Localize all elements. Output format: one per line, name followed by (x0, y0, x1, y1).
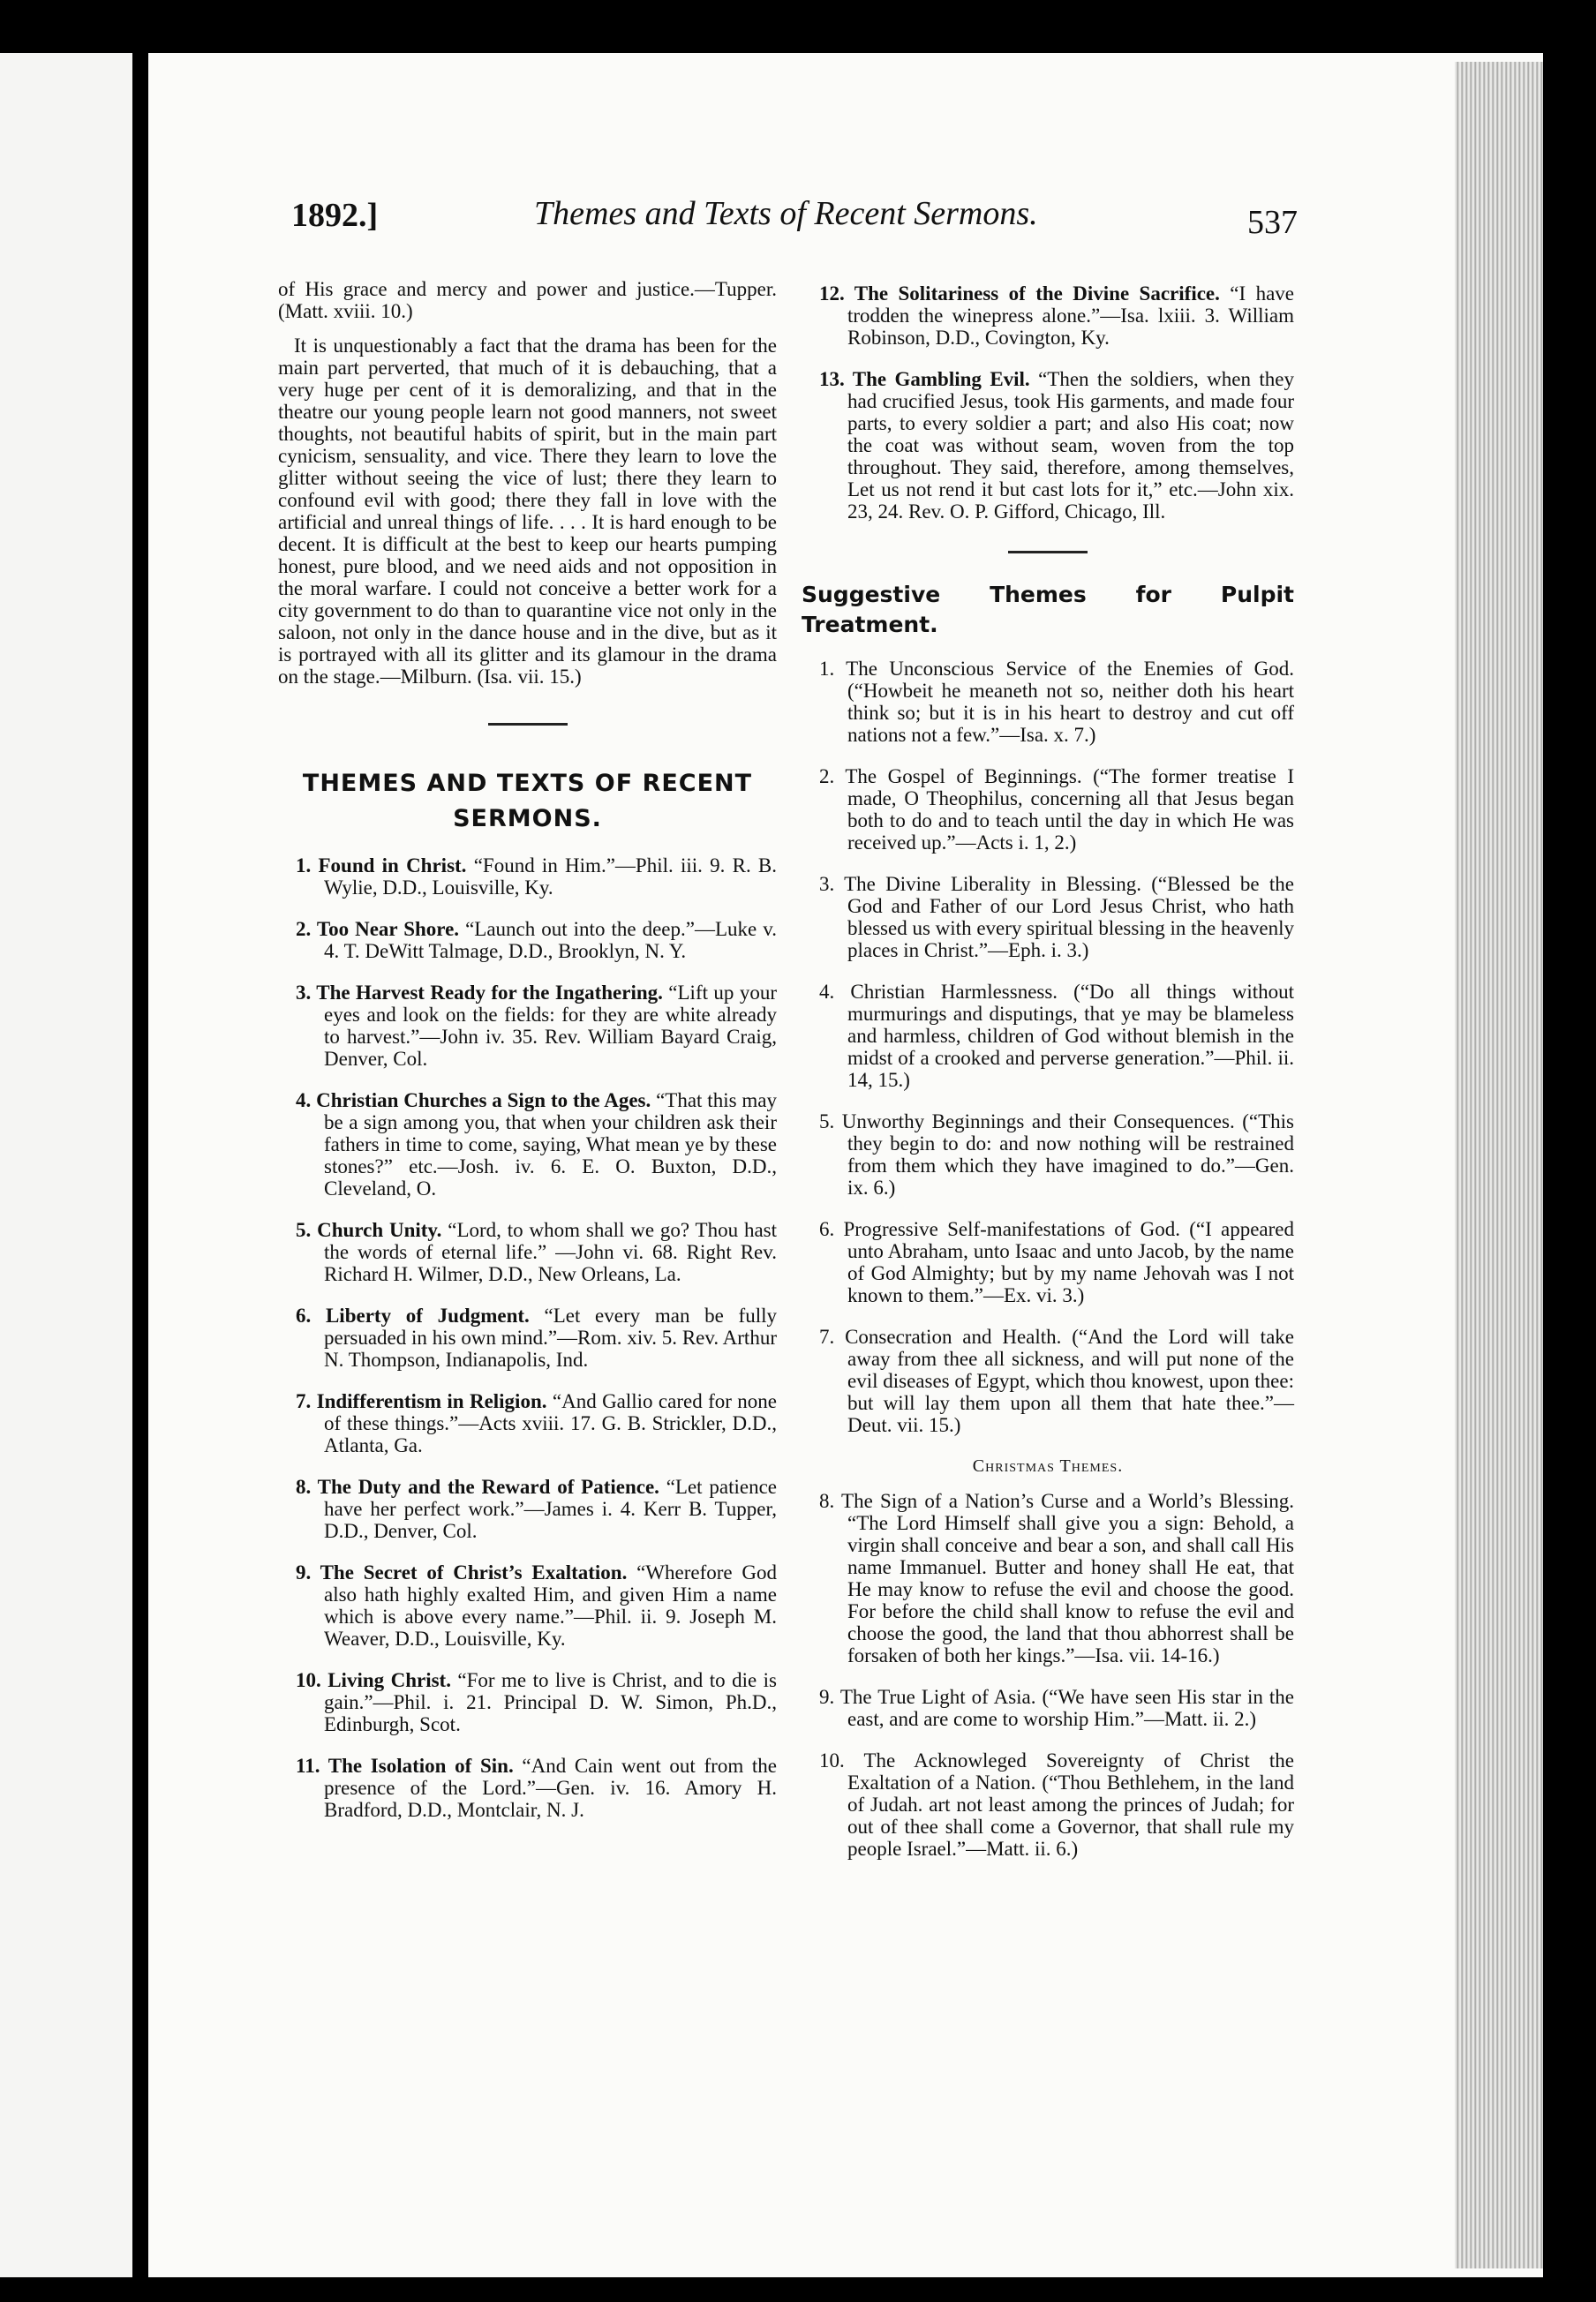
item-number: 2. (819, 765, 846, 787)
item-topic: Church Unity. (317, 1219, 448, 1241)
item-text: “Found in Him.”—Phil. iii. 9. R. B. Wylie, D.D., Louisville, Ky. (324, 854, 778, 899)
item-topic: Indifferentism in Religion. (316, 1390, 553, 1412)
item-topic: The Harvest Ready for the Ingathering. (316, 982, 669, 1004)
item-text: Unworthy Beginnings and their Consequences. (“This they begin to do: and now nothing will be restrained from them which they have imagined to do.”—Gen. ix. 6.) (841, 1110, 1294, 1199)
page-stack-edge (1455, 62, 1543, 2268)
item-text: “And Cain went out from the presence of the Lord.”—Gen. iv. 16. Amory H. Bradford, D.D., Montclair, N. J. (324, 1755, 777, 1821)
list-item (802, 1110, 1294, 1199)
item-text: “And Gallio cared for none of these things.”—Acts xviii. 17. G. B. Strickler, D.D., Atlanta, Ga. (324, 1390, 777, 1456)
section-title-suggestive: Suggestive Themes for Pulpit Treatment. (802, 582, 1294, 637)
item-number: 2. (296, 918, 317, 940)
item-number: 6. (819, 1218, 844, 1240)
list-item (278, 918, 777, 962)
item-topic: The Gambling Evil. (852, 368, 1039, 390)
item-text: “I have trodden the winepress alone.”—Isa. lxiii. 3. William Robinson, D.D., Covington, Ky. (847, 282, 1294, 349)
item-text: “Wherefore God also hath highly exalted Him, and given Him a name which is above every name.”—Phil. ii. 9. Joseph M. Weaver, D.D., Louisville, Ky. (324, 1561, 777, 1650)
item-number: 4. (296, 1089, 317, 1111)
header-year: 1892.] (291, 197, 379, 234)
left-column (278, 278, 777, 1840)
list-item (278, 982, 777, 1070)
item-number: 1. (819, 658, 847, 680)
item-topic: Liberty of Judgment. (325, 1305, 545, 1327)
list-item (802, 1686, 1294, 1730)
suggestive-list (802, 658, 1294, 1436)
item-text: “Then the soldiers, when they had crucified Jesus, took His garments, and made four parts, to every soldier a part; and also His coat; now the coat was without seam, woven from the top throughout. They said, therefore, among themselves, Let us not rend it but cast lots for it,” etc.—John xix. 23, 24. Rev. O. P. Gifford, Chicago, Ill. (847, 368, 1294, 523)
item-text: The Unconscious Service of the Enemies of God. (“Howbeit he meaneth not so, neither doth his heart think so; but it is in his heart to destroy and cut off nations not a few.”—Isa. x. 7.) (846, 658, 1294, 746)
item-text: The Divine Liberality in Blessing. (“Blessed be the God and Father of our Lord Jesus Christ, who hath blessed us with every spiritual blessing in the heavenly places in Christ.”—Eph. i. 3.) (844, 873, 1294, 961)
list-item (278, 854, 777, 899)
running-header (291, 185, 1298, 265)
divider-rule (1008, 551, 1088, 553)
item-number: 11. (296, 1755, 328, 1777)
list-item (802, 658, 1294, 746)
item-number: 9. (296, 1561, 320, 1584)
item-number: 4. (819, 981, 851, 1003)
running-title: Themes and Texts of Recent Sermons. (534, 195, 1038, 232)
divider-rule (488, 723, 568, 726)
item-text: “Let patience have her perfect work.”—James i. 4. Kerr B. Tupper, D.D., Denver, Col. (324, 1476, 777, 1542)
item-text: The Gospel of Beginnings. (“The former treatise I made, O Theophilus, concerning all that Jesus began both to do and to teach until the day in which He was received up.”—Acts i. 1, 2.) (845, 765, 1294, 854)
list-item (278, 1305, 777, 1371)
paragraph-drama: It is unquestionably a fact that the drama has been for the main part perverted, that much of it is debauching, that a very huge per cent of it is demoralizing, and that in the theatre our young people learn not good manners, not sweet thoughts, not beautiful habits of spirit, but in the main part cynicism, sensuality, and vice. There they learn to love the glitter without seeing the vice of lust; there they learn to confound evil with good; there they fall in love with the artificial and unreal things of life. . . . It is hard enough to be decent. It is difficult at the best to keep our hearts pumping honest, pure blood, and we need aids and not opposition in the moral warfare. I could not conceive a better work for a city government to do than to quarantine vice not only in the saloon, not only in the dance house and in the dive, but as it is portrayed with all its glitter and its glamour in the drama on the stage.—Milburn. (Isa. vii. 15.) (278, 335, 777, 688)
item-text: The Acknowleged Sovereignty of Christ the Exaltation of a Nation. (“Thou Bethlehem, in the land of Judah. art not least among the princes of Judah; for out of thee shall come a Governor, that shall rule my people Israel.”—Matt. ii. 6.) (847, 1749, 1294, 1860)
item-topic: The Solitariness of the Divine Sacrifice. (854, 282, 1231, 305)
item-topic: The Isolation of Sin. (327, 1755, 523, 1777)
page-number: 537 (1247, 204, 1298, 241)
item-text: “For me to live is Christ, and to die is gain.”—Phil. i. 21. Principal D. W. Simon, Ph.D., Edinburgh, Scot. (324, 1669, 778, 1735)
continuation-text: of His grace and mercy and power and justice.—Tupper. (Matt. xviii. 10.) (278, 278, 777, 322)
item-text: Progressive Self-manifestations of God. (“I appeared unto Abraham, unto Isaac and unto Jacob, by the name of God Almighty; but by my name Jehovah was I not known to them.”—Ex. vi. 3.) (843, 1218, 1295, 1306)
list-item (802, 873, 1294, 961)
list-item (278, 1669, 777, 1735)
item-topic: Christian Churches a Sign to the Ages. (316, 1089, 657, 1111)
list-item (802, 981, 1294, 1091)
themes-list-continued (802, 282, 1294, 523)
right-column (802, 282, 1294, 1879)
item-topic: Too Near Shore. (316, 918, 466, 940)
themes-list (278, 854, 777, 1821)
item-text: Christian Harmlessness. (“Do all things without murmurings and disputings, that ye may be blameless and harmless, children of God without blemish in the midst of a crooked and perverse generation.”—Phil. ii. 14, 15.) (847, 981, 1294, 1091)
item-number: 7. (819, 1326, 846, 1348)
item-text: The Sign of a Nation’s Curse and a World’s Blessing. “The Lord Himself shall give you a sign: Behold, a virgin shall conceive and bear a son, and shall call His name Immanuel. Butter and honey shall He eat, that He may know to refuse the evil and choose the good. For before the child shall know to refuse the evil and choose the good, the land that thou abhorrest shall be forsaken of both her kings.”—Isa. vii. 14-16.) (841, 1490, 1294, 1666)
item-number: 5. (819, 1110, 842, 1132)
list-item (802, 1749, 1294, 1860)
item-number: 9. (819, 1686, 840, 1708)
item-number: 13. (819, 368, 853, 390)
section-title-themes: THEMES AND TEXTS OF RECENT SERMONS. (302, 770, 753, 832)
list-item (278, 1755, 777, 1821)
list-item (802, 765, 1294, 854)
item-number: 3. (296, 982, 317, 1004)
item-number: 8. (296, 1476, 318, 1498)
facing-page-edge (0, 53, 132, 2277)
item-text: The True Light of Asia. (“We have seen His star in the east, and are come to worship Him.”—Matt. ii. 2.) (839, 1686, 1294, 1730)
list-item (802, 282, 1294, 349)
item-topic: Living Christ. (327, 1669, 458, 1691)
item-text: “Lord, to whom shall we go? Thou hast the words of eternal life.” —John vi. 68. Right Rev. Richard H. Wilmer, D.D., New Orleans, La. (324, 1219, 777, 1285)
item-text: “That this may be a sign among you, that when your children ask their fathers in time to come, saying, What mean ye by these stones?” etc.—Josh. iv. 6. E. O. Buxton, D.D., Cleveland, O. (324, 1089, 777, 1200)
item-number: 7. (296, 1390, 317, 1412)
item-topic: Found in Christ. (318, 854, 474, 876)
item-number: 6. (296, 1305, 326, 1327)
item-text: “Launch out into the deep.”—Luke v. 4. T. DeWitt Talmage, D.D., Brooklyn, N. Y. (324, 918, 777, 962)
list-item (802, 368, 1294, 523)
list-item (802, 1490, 1294, 1666)
item-text: “Let every man be fully persuaded in his own mind.”—Rom. xiv. 5. Rev. Arthur N. Thompson, Indianapolis, Ind. (324, 1305, 777, 1371)
list-item (278, 1561, 777, 1650)
item-topic: The Secret of Christ’s Exaltation. (320, 1561, 637, 1584)
item-number: 12. (819, 282, 854, 305)
list-item (802, 1326, 1294, 1436)
item-topic: The Duty and the Reward of Patience. (317, 1476, 666, 1498)
item-number: 10. (819, 1749, 864, 1772)
list-item (278, 1476, 777, 1542)
item-number: 5. (296, 1219, 318, 1241)
item-text: Consecration and Health. (“And the Lord will take away from thee all sickness, and will put none of the evil diseases of Egypt, which thou knowest, upon thee: but will lay them upon all them that hate thee.”—Deut. vii. 15.) (845, 1326, 1294, 1436)
christmas-heading: Christmas Themes. (972, 1456, 1124, 1476)
list-item (278, 1219, 777, 1285)
list-item (278, 1089, 777, 1200)
list-item (802, 1218, 1294, 1306)
item-number: 3. (819, 873, 845, 895)
item-number: 8. (819, 1490, 842, 1512)
item-number: 1. (296, 854, 319, 876)
christmas-list (802, 1490, 1294, 1860)
item-text: “Lift up your eyes and look on the fields: for they are white already to harvest.”—John iv. 35. Rev. William Bayard Craig, Denver, Col. (324, 982, 777, 1070)
list-item (278, 1390, 777, 1456)
item-number: 10. (296, 1669, 328, 1691)
